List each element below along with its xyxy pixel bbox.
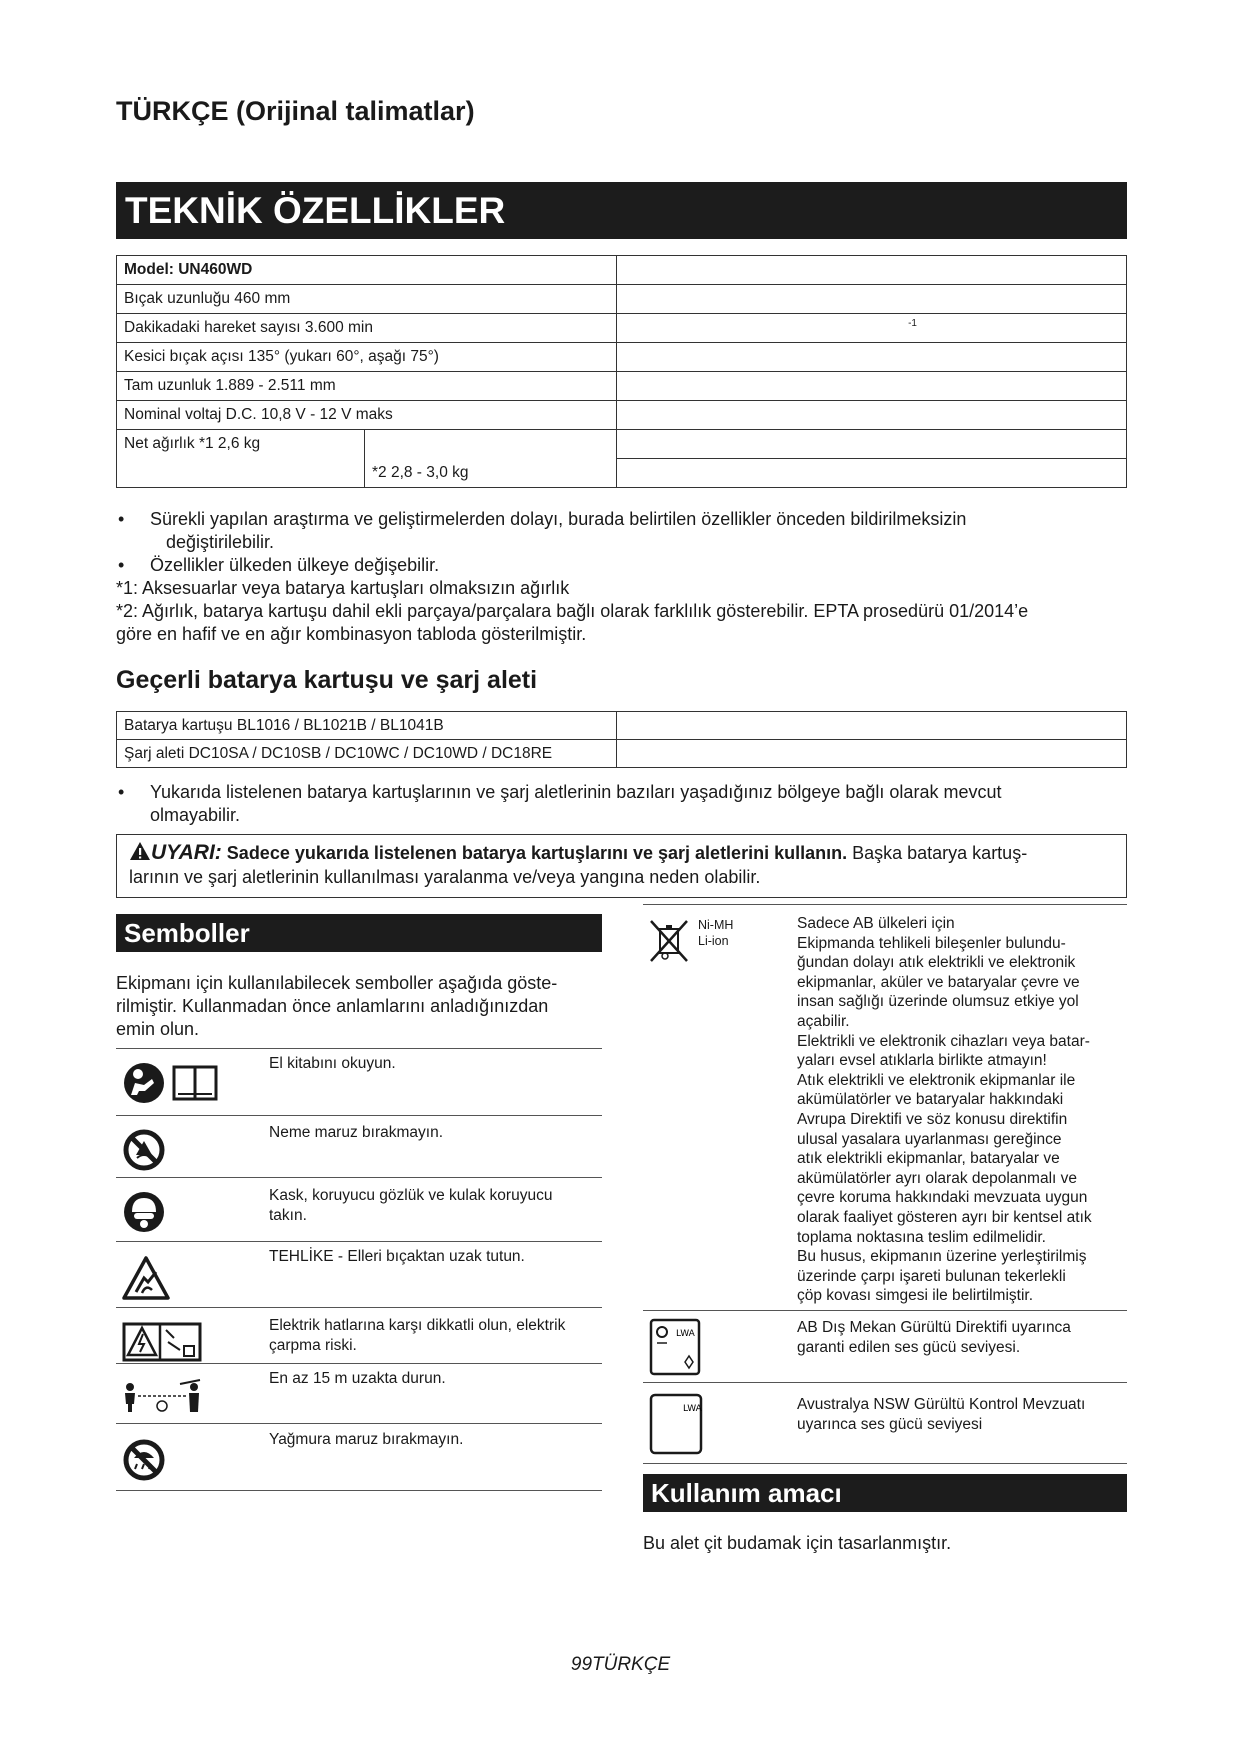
symbol-row-distance bbox=[116, 1363, 602, 1424]
symbol-row-protective-gear bbox=[116, 1177, 602, 1242]
au-noise-lwa-icon bbox=[649, 1393, 703, 1460]
symbol-row-no-moisture bbox=[116, 1115, 602, 1178]
symbol-row-electric-line bbox=[116, 1307, 602, 1364]
crossed-bin-icon bbox=[649, 919, 689, 968]
model-cell: Model: UN460WD bbox=[117, 256, 617, 285]
electric-line-danger-icon bbox=[122, 1322, 202, 1367]
charger-cell: Şarj aleti DC10SA / DC10SB / DC10WC / DC10WD / DC18RE bbox=[117, 740, 617, 768]
spec-notes: • Sürekli yapılan araştırma ve geliştirmelerden dolayı, burada belirtilen özellikler önceden bildirilmeksizin değiştirilebilir. • Özellikler ülkeden ülkeye değişebilir. *1: Aksesuarlar veya batarya kartuşları olmaksızın ağırlık *2: Ağırlık, batarya kartuşu dahil ekli parçaya/parçalara bağlı olarak farklılık gösterebilir. EPTA prosedürü 01/2014’e göre en hafif ve en ağır kombinasyon tabloda gösterilmiştir. bbox=[116, 508, 1136, 646]
note-research: Sürekli yapılan araştırma ve geliştirmelerden dolayı, burada belirtilen özellikler önceden bildirilmeksizin bbox=[150, 509, 967, 529]
intended-use-text: Bu alet çit budamak için tasarlanmıştır. bbox=[643, 1533, 952, 1553]
distance-15m-icon bbox=[122, 1378, 202, 1419]
symbol-text-distance: En az 15 m uzakta durun. bbox=[269, 1370, 446, 1387]
symbol-text-no-rain: Yağmura maruz bırakmayın. bbox=[269, 1431, 464, 1448]
battery-types: Ni-MH Li-ion bbox=[698, 918, 734, 948]
symbols-intro: Ekipmanı için kullanılabilecek semboller aşağıda göste- rilmiştir. Kullanmadan önce anlamlarını anladığınızdan emin olun. bbox=[116, 973, 558, 1039]
eu-noise-text: AB Dış Mekan Gürültü Direktifi uyarınca garanti edilen ses gücü seviyesi. bbox=[797, 1319, 1071, 1356]
footnote-2b: göre en hafif ve en ağır kombinasyon tabloda gösterilmiştir. bbox=[116, 624, 587, 644]
specs-table bbox=[116, 255, 1127, 488]
spec-weight-2: *2 2,8 - 3,0 kg bbox=[365, 459, 617, 488]
specs-heading: TEKNİK ÖZELLİKLER bbox=[116, 182, 1127, 239]
symbol-text-no-moisture: Neme maruz bırakmayın. bbox=[269, 1124, 443, 1141]
intended-use-heading: Kullanım amacı bbox=[643, 1474, 1127, 1512]
spec-cutter-angle: Kesici bıçak açısı 135° (yukarı 60°, aşağı 75°) bbox=[117, 343, 617, 372]
symbol-text-hand-blade: TEHLİKE - Elleri bıçaktan uzak tutun. bbox=[269, 1248, 525, 1265]
battery-cartridge-cell: Batarya kartuşu BL1016 / BL1021B / BL1041B bbox=[117, 712, 617, 740]
no-moisture-icon bbox=[122, 1128, 166, 1177]
symbol-text-electric-line: Elektrik hatlarına karşı dikkatli olun, elektrik çarpma riski. bbox=[269, 1317, 566, 1354]
min-superscript: -1 bbox=[908, 318, 917, 329]
battery-heading: Geçerli batarya kartuşu ve şarj aleti bbox=[116, 666, 538, 694]
note-country: Özellikler ülkeden ülkeye değişebilir. bbox=[150, 555, 440, 575]
symbol-text-protective-gear: Kask, koruyucu gözlük ve kulak koruyucu takın. bbox=[269, 1187, 553, 1224]
symbols-heading: Semboller bbox=[116, 914, 602, 952]
warning-bold: Sadece yukarıda listelenen batarya kartuşlarını ve şarj aletlerini kullanın. bbox=[226, 843, 848, 863]
warning-label: UYARI: bbox=[151, 841, 222, 864]
eu-noise-row bbox=[643, 1310, 1127, 1383]
footnote-1: *1: Aksesuarlar veya batarya kartuşları olmaksızın ağırlık bbox=[116, 578, 570, 598]
spec-blade-length: Bıçak uzunluğu 460 mm bbox=[117, 285, 617, 314]
page-footer: 99TÜRKÇE bbox=[570, 1654, 671, 1675]
no-rain-icon bbox=[122, 1438, 166, 1487]
spec-strokes: Dakikadaki hareket sayısı 3.600 min bbox=[117, 314, 617, 343]
footnote-2a: *2: Ağırlık, batarya kartuşu dahil ekli parçaya/parçalara bağlı olarak farklılık gösterebilir. EPTA prosedürü 01/2014’e bbox=[116, 601, 1029, 621]
spec-overall-length: Tam uzunluk 1.889 - 2.511 mm bbox=[117, 372, 617, 401]
spec-rated-voltage: Nominal voltaj D.C. 10,8 V - 12 V maks bbox=[117, 401, 617, 430]
weee-symbol-row bbox=[643, 904, 1127, 1311]
symbol-text-read-manual: El kitabını okuyun. bbox=[269, 1055, 396, 1072]
svg-text:LWA: LWA bbox=[676, 1329, 695, 1339]
symbol-row-read-manual bbox=[116, 1048, 602, 1116]
read-manual-icon bbox=[122, 1061, 220, 1110]
warning-triangle-icon bbox=[129, 841, 151, 861]
au-noise-text: Avustralya NSW Gürültü Kontrol Mevzuatı uyarınca ses gücü seviyesi bbox=[797, 1396, 1086, 1433]
battery-note: • Yukarıda listelenen batarya kartuşlarının ve şarj aletlerinin bazıları yaşadığınız bölgeye bağlı olarak mevcut olmayabilir. bbox=[118, 782, 1002, 825]
au-noise-row bbox=[643, 1382, 1127, 1464]
svg-text:LWA: LWA bbox=[683, 1404, 702, 1414]
hand-blade-danger-icon bbox=[122, 1256, 170, 1305]
language-title: TÜRKÇE (Orijinal talimatlar) bbox=[116, 96, 475, 126]
warning-box: UYARI: Sadece yukarıda listelenen batarya kartuşlarını ve şarj aletlerini kullanın. Başka batarya kartuş- larının ve şarj aletlerinin kullanılması yaralanma ve/veya yangına neden olabilir. bbox=[116, 834, 1127, 898]
symbol-row-no-rain bbox=[116, 1423, 602, 1491]
battery-table bbox=[116, 711, 1127, 768]
eu-noise-lwa-icon bbox=[649, 1318, 701, 1381]
protective-gear-icon bbox=[122, 1190, 166, 1239]
spec-net-weight: Net ağırlık *1 2,6 kg bbox=[117, 430, 365, 488]
weee-text: Sadece AB ülkeleri için Ekipmanda tehlikeli bileşenler bulundu- ğundan dolayı atık elektrikli ve elektronik ekipmanlar, aküler ve bataryalar çevre ve insan sağlığı üzerinde olumsuz etkiye yol açabilir. Elektrikli ve elektronik cihazları veya batar- yaları evsel atıklarla birlikte atmayın! Atık elektrikli ve elektronik ekipmanlar ile akümülatörler ve bataryalar hakkındaki Avrupa Direktifi ve söz konusu direktifin ulusal yasalara uyarlanması gereğince atık elektrikli ekipmanlar, bataryalar ve akümülatörler ayrı olarak depolanmalı ve çevre koruma hakkındaki mevzuata uygun olarak faaliyet gösteren ayrı bir kentsel atık toplama noktasına teslim edilmelidir. Bu husus, ekipmanın üzerine yerleştirilmiş üzerinde çarpı işareti bulunan tekerlekli çöp kovası simgesi ile belirtilmiştir. bbox=[797, 915, 1092, 1305]
symbol-row-hand-blade bbox=[116, 1241, 602, 1308]
